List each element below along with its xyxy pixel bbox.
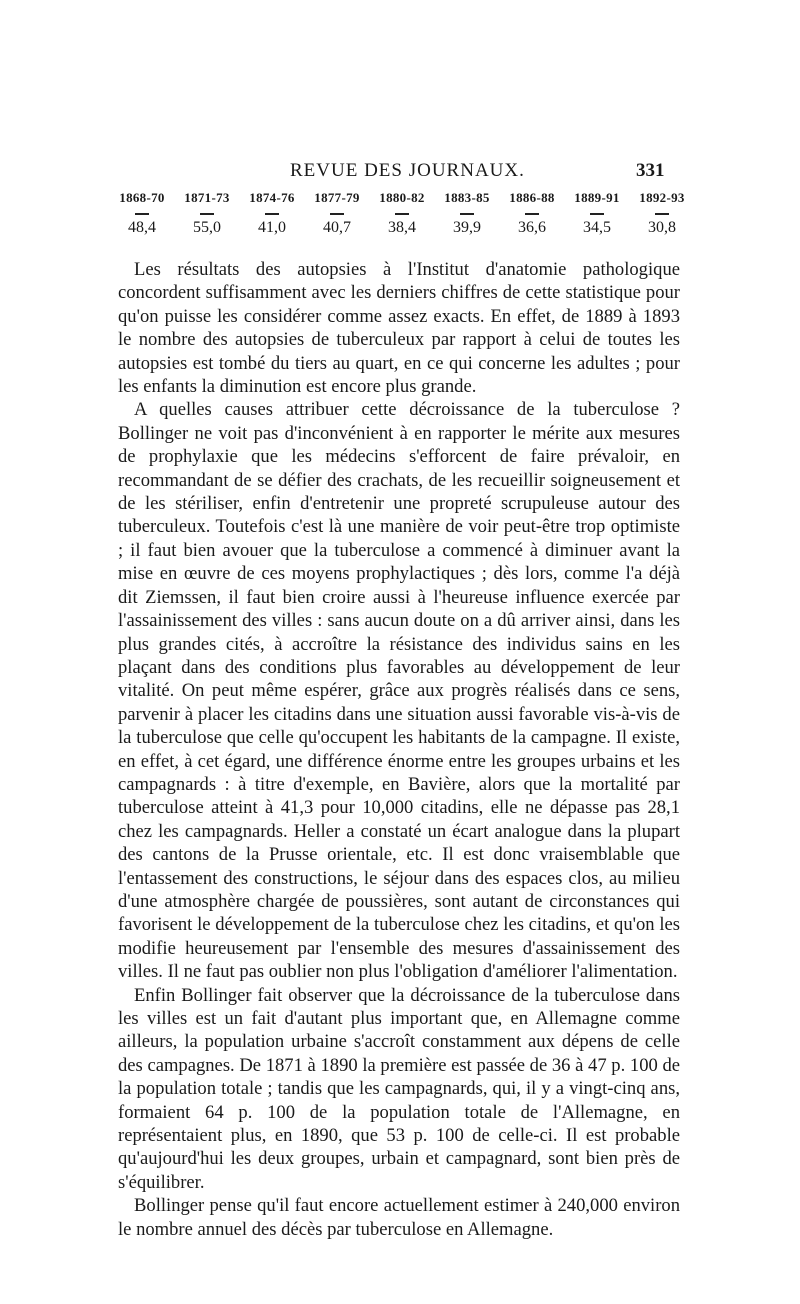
table-column bbox=[110, 190, 174, 237]
dash-separator bbox=[200, 213, 214, 215]
dash-separator bbox=[135, 213, 149, 215]
period-label: 1892-93 bbox=[639, 190, 685, 205]
period-value: 30,8 bbox=[648, 219, 676, 236]
dash-separator bbox=[655, 213, 669, 215]
page-number: 331 bbox=[636, 160, 665, 181]
period-label: 1883-85 bbox=[444, 190, 490, 205]
period-label: 1874-76 bbox=[249, 190, 295, 205]
dash-separator bbox=[525, 213, 539, 215]
period-label: 1880-82 bbox=[379, 190, 425, 205]
table-column bbox=[370, 190, 434, 237]
period-label: 1868-70 bbox=[119, 190, 165, 205]
dash-separator bbox=[460, 213, 474, 215]
table-column bbox=[175, 190, 239, 237]
paragraph-autopsy-results: Les résultats des autopsies à l'Institut d'anatomie pathologique concordent suffisamment avec les derniers chiffres de cette statistique pour qu'on puisse les considérer comme assez exacts. En effet, de 1889 à 1893 le nombre des autopsies de tuberculeux par rapport à celui de toutes les autopsies est tombé du tiers au quart, en ce qui concerne les adultes ; pour les enfants la diminution est encore plus grande. bbox=[118, 259, 680, 398]
period-value: 40,7 bbox=[323, 219, 351, 236]
period-value: 48,4 bbox=[128, 219, 156, 236]
table-column bbox=[305, 190, 369, 237]
table-column bbox=[240, 190, 304, 237]
tuberculosis-mortality-table bbox=[110, 190, 690, 246]
period-label: 1871-73 bbox=[184, 190, 230, 205]
period-value: 38,4 bbox=[388, 219, 416, 236]
period-label: 1889-91 bbox=[574, 190, 620, 205]
period-value: 41,0 bbox=[258, 219, 286, 236]
period-label: 1886-88 bbox=[509, 190, 555, 205]
dash-separator bbox=[265, 213, 279, 215]
period-label: 1877-79 bbox=[314, 190, 360, 205]
period-value: 55,0 bbox=[193, 219, 221, 236]
dash-separator bbox=[395, 213, 409, 215]
paragraph-annual-deaths: Bollinger pense qu'il faut encore actuellement estimer à 240,000 environ le nombre annuel des décès par tuberculose en Allemagne. bbox=[118, 1195, 680, 1240]
table-column bbox=[500, 190, 564, 237]
table-column bbox=[435, 190, 499, 237]
running-title: REVUE DES JOURNAUX. bbox=[290, 160, 525, 181]
running-head bbox=[0, 160, 800, 186]
paragraph-urban-population: Enfin Bollinger fait observer que la décroissance de la tuberculose dans les villes est un fait d'autant plus important que, en Allemagne comme ailleurs, la population urbaine s'accroît constamment aux dépens de celle des campagnes. De 1871 à 1890 la première est passée de 36 à 47 p. 100 de la population totale ; tandis que les campagnards, qui, il y a vingt-cinq ans, formaient 64 p. 100 de la population totale de l'Allemagne, en représentaient plus, en 1890, que 53 p. 100 de celle-ci. Il est probable qu'aujourd'hui les deux groupes, urbain et campagnard, sont bien près de s'équilibrer. bbox=[118, 984, 680, 1193]
table-column bbox=[565, 190, 629, 237]
table-column bbox=[630, 190, 694, 237]
article-body bbox=[118, 258, 680, 1241]
period-value: 39,9 bbox=[453, 219, 481, 236]
dash-separator bbox=[590, 213, 604, 215]
paragraph-causes-decline: A quelles causes attribuer cette décroissance de la tuberculose ? Bollinger ne voit pas d'inconvénient à en rapporter le mérite aux mesures de prophylaxie que les médecins s'efforcent de faire prévaloir, en recommandant de se défier des crachats, de les recueillir soigneusement et de les stériliser, enfin d'entretenir une propreté scrupuleuse autour des tuberculeux. Toutefois c'est là une manière de voir peut-être trop optimiste ; il faut bien avouer que la tuberculose a commencé à diminuer avant la mise en œuvre de ces moyens prophylactiques ; dès lors, comme l'a déjà dit Ziemssen, il faut bien croire aussi à l'heureuse influence exercée par l'assainissement des villes : sans aucun doute on a dû arriver ainsi, dans les plus grandes cités, à accroître la résistance des individus sains en les plaçant dans des conditions plus favorables au développement de leur vitalité. On peut même espérer, grâce aux progrès réalisés dans ce sens, parvenir à placer les citadins dans une situation aussi favorable vis-à-vis de la tuberculose que celle qu'occupent les habitants de la campagne. Il existe, en effet, à cet égard, une différence énorme entre les groupes urbains et les campagnards : à titre d'exemple, en Bavière, alors que la mortalité par tuberculose atteint à 41,3 pour 10,000 citadins, elle ne dépasse pas 28,1 chez les campagnards. Heller a constaté un écart analogue dans la plupart des cantons de la Prusse orientale, etc. Il est donc vraisemblable que l'entassement des constructions, le séjour dans des espaces clos, au milieu d'une atmosphère chargée de poussières, sont autant de circonstances qui favorisent le développement de la tuberculose chez les citadins, et qu'on les modifie heureusement par l'ensemble des mesures d'assainissement des villes. Il ne faut pas oublier non plus l'obligation d'améliorer l'alimentation. bbox=[118, 399, 680, 983]
dash-separator bbox=[330, 213, 344, 215]
period-value: 34,5 bbox=[583, 219, 611, 236]
period-value: 36,6 bbox=[518, 219, 546, 236]
